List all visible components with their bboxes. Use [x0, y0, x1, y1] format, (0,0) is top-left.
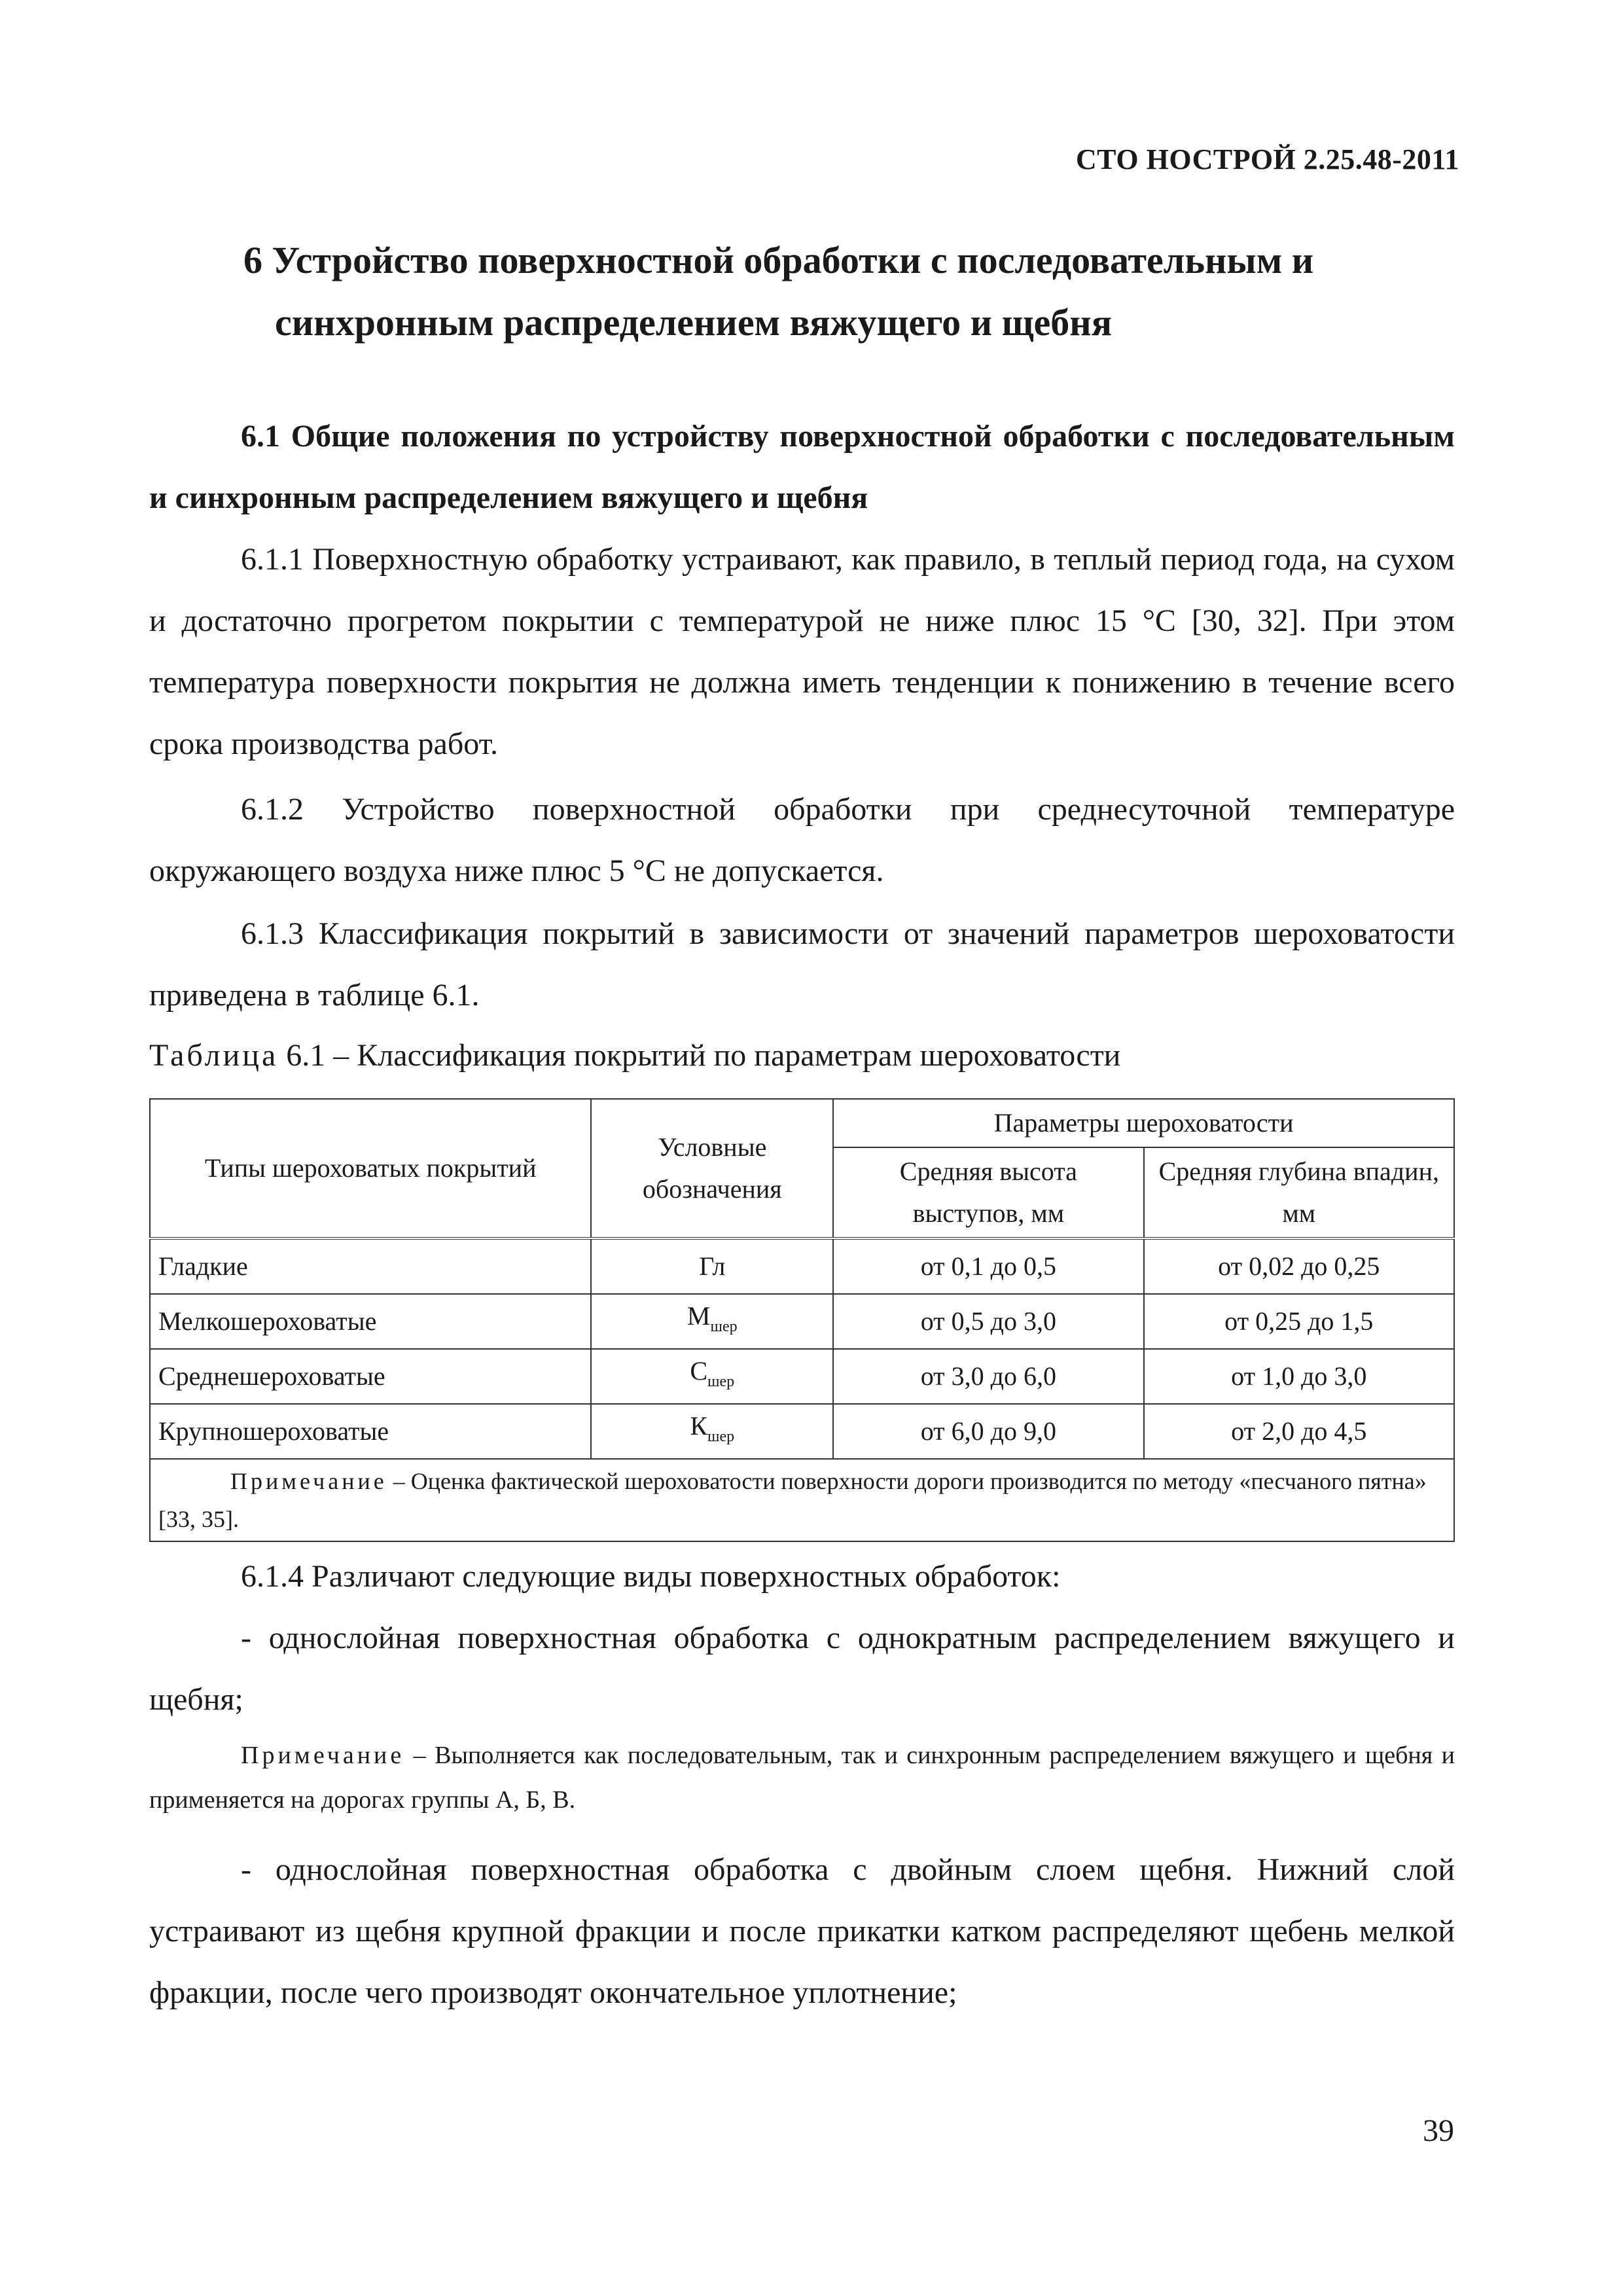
paragraph-6-1-1: 6.1.1 Поверхностную обработку устраивают, как правило, в теплый период года, на сухом и достаточно прогретом покрытии с температурой не ниже плюс 15 °С [30, 32]. При этом температура поверхности покрытия не должна иметь тенденции к понижению в течение всего срока производства работ. — [149, 542, 1455, 761]
cell-depth: от 2,0 до 4,5 — [1144, 1404, 1454, 1459]
cell-type: Среднешероховатые — [150, 1349, 591, 1404]
table-note-row — [150, 1459, 1454, 1541]
table-caption-label: Таблица — [149, 1038, 279, 1073]
list-note — [149, 1733, 1455, 1822]
section-title — [243, 229, 1487, 353]
list-note-text: – Выполняется как последовательным, так и синхронным распределением вяжущего и щебня и применяется на дорогах группы А, Б, В. — [149, 1742, 1455, 1814]
table-row — [150, 1294, 1454, 1349]
section-title-line1: 6 Устройство поверхностной обработки с последовательным и — [243, 239, 1314, 281]
list-note-label: Примечание — [241, 1742, 405, 1769]
section-title-line2: синхронным распределением вяжущего и щебня — [275, 301, 1113, 344]
paragraph-6-1-4: 6.1.4 Различают следующие виды поверхностных обработок: — [241, 1559, 1061, 1594]
table-row — [150, 1349, 1454, 1404]
table-row — [150, 1404, 1454, 1459]
header-symbols: Условные обозначения — [591, 1099, 833, 1238]
header-types: Типы шероховатых покрытий — [150, 1099, 591, 1238]
cell-type: Крупношероховатые — [150, 1404, 591, 1459]
cell-symbol: Гл — [591, 1238, 833, 1294]
cell-height: от 0,1 до 0,5 — [833, 1238, 1143, 1294]
list-item-double-chip-layer: - однослойная поверхностная обработка с двойным слоем щебня. Нижний слой устраивают из щебня крупной фракции и после прикатки катком распределяют щебень мелкой фракции, после чего производят окончательное уплотнение; — [149, 1852, 1455, 2010]
table-note — [150, 1459, 1454, 1541]
table-note-text: – Оценка фактической шероховатости поверхности дороги производится по методу «песчаного пятна» [33, 35]. — [158, 1468, 1427, 1532]
page-number: 39 — [1423, 2113, 1454, 2148]
table-note-label: Примечание — [230, 1468, 387, 1494]
document-code-header: СТО НОСТРОЙ 2.25.48-2011 — [1075, 143, 1459, 175]
cell-depth: от 1,0 до 3,0 — [1144, 1349, 1454, 1404]
table-caption — [149, 1037, 1120, 1073]
cell-symbol: $К_{шер}$ — [591, 1404, 833, 1459]
subsection-title: 6.1 Общие положения по устройству поверхностной обработки с последовательным и синхронным распределением вяжущего и щебня — [149, 419, 1455, 515]
cell-symbol: $М_{шер}$ — [591, 1294, 833, 1349]
table-caption-text: 6.1 – Классификация покрытий по параметрам шероховатости — [286, 1038, 1121, 1073]
cell-height: от 0,5 до 3,0 — [833, 1294, 1143, 1349]
cell-depth: от 0,02 до 0,25 — [1144, 1238, 1454, 1294]
header-avg-height: Средняя высота выступов, мм — [833, 1147, 1143, 1238]
header-avg-depth: Средняя глубина впадин, мм — [1144, 1147, 1454, 1238]
cell-type: Мелкошероховатые — [150, 1294, 591, 1349]
paragraph-6-1-2: 6.1.2 Устройство поверхностной обработки при среднесуточной температуре окружающего воздуха ниже плюс 5 °С не допускается. — [149, 792, 1455, 888]
paragraph-6-1-3: 6.1.3 Классификация покрытий в зависимости от значений параметров шероховатости приведена в таблице 6.1. — [149, 916, 1455, 1013]
table-row — [150, 1238, 1454, 1294]
list-item-single-layer: - однослойная поверхностная обработка с однократным распределением вяжущего и щебня; — [149, 1621, 1455, 1717]
cell-height: от 3,0 до 6,0 — [833, 1349, 1143, 1404]
header-roughness-params: Параметры шероховатости — [833, 1099, 1454, 1147]
cell-depth: от 0,25 до 1,5 — [1144, 1294, 1454, 1349]
cell-symbol: $С_{шер}$ — [591, 1349, 833, 1404]
cell-type: Гладкие — [150, 1238, 591, 1294]
cell-height: от 6,0 до 9,0 — [833, 1404, 1143, 1459]
roughness-classification-table — [149, 1098, 1455, 1542]
